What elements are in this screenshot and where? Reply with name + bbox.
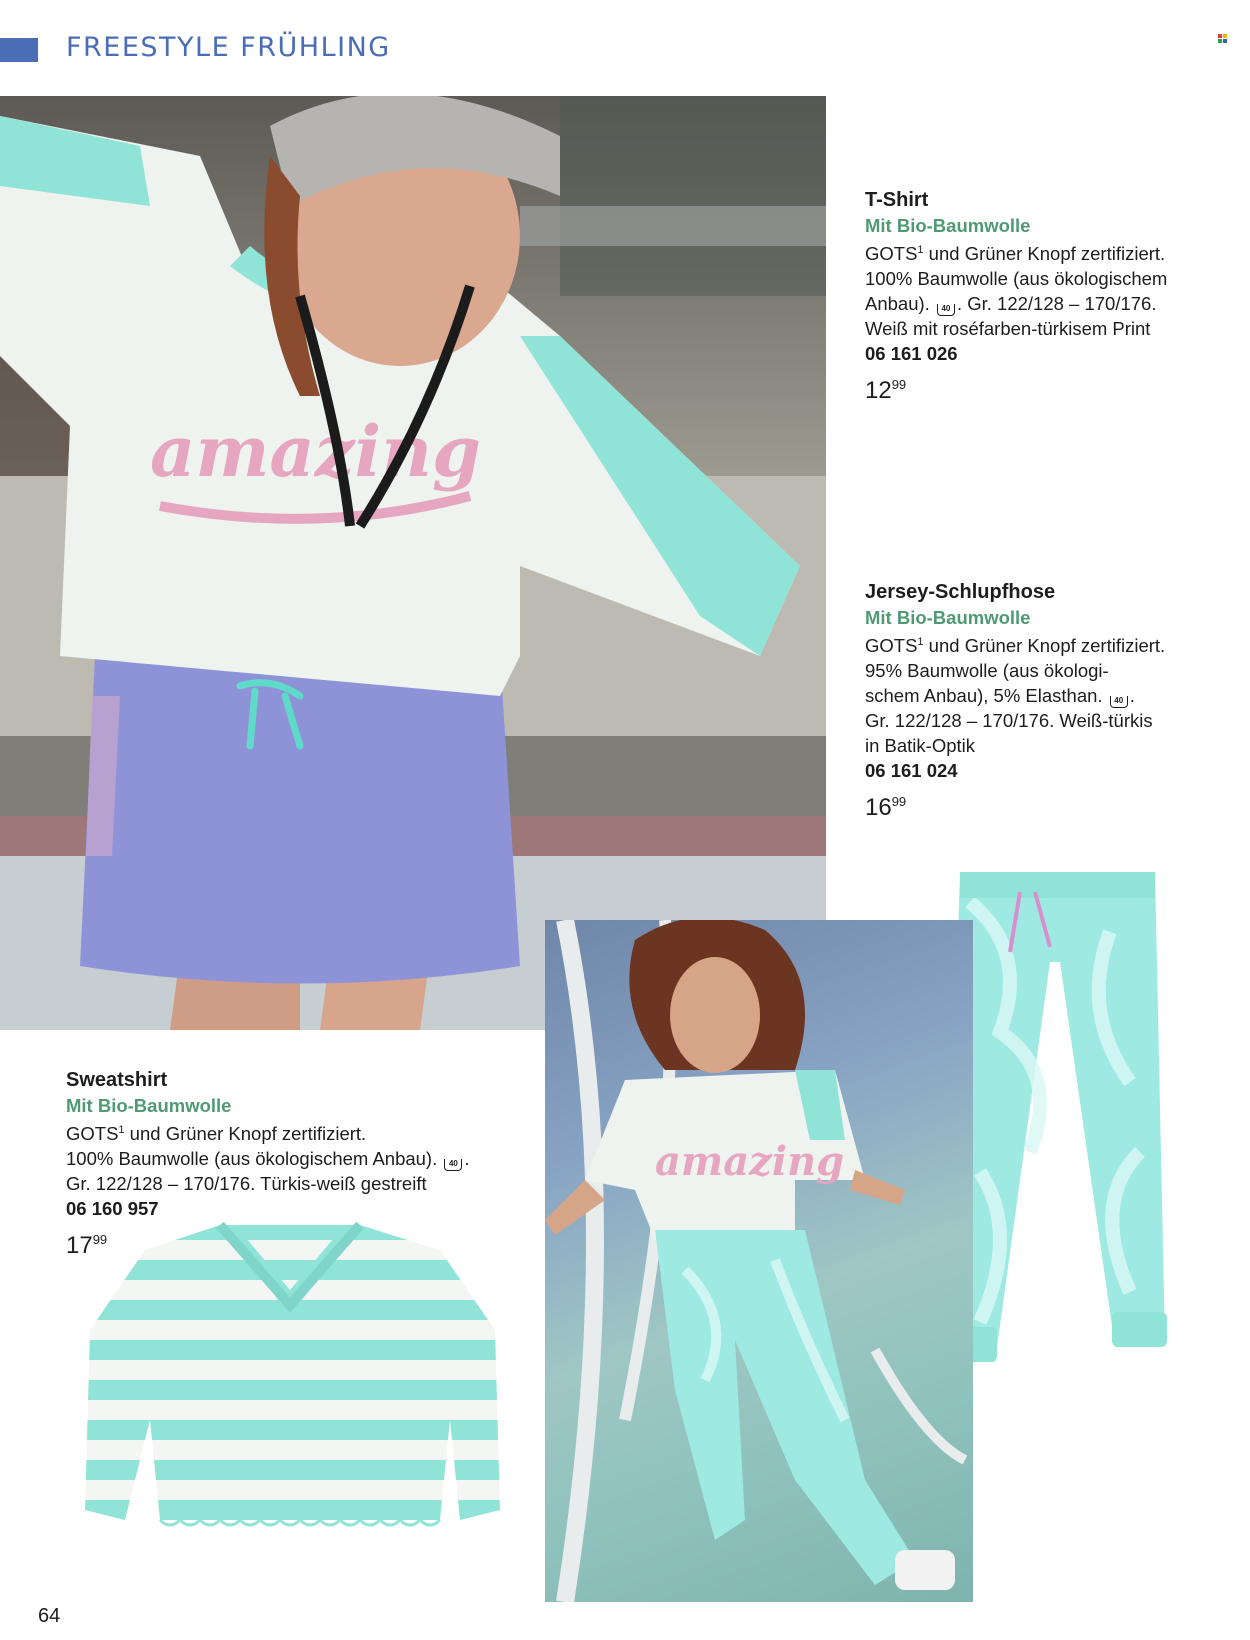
tshirt-description	[865, 188, 1245, 403]
sweatshirt-product-image	[70, 1220, 510, 1540]
pants-description	[865, 580, 1245, 820]
sitting-print-text: amazing	[655, 1138, 845, 1185]
pants-sizes: Gr. 122/128 – 170/176. Weiß-türkis	[865, 710, 1153, 732]
page-number: 64	[38, 1605, 61, 1627]
wash-40-icon: 40	[1110, 696, 1128, 708]
main-product-photo	[0, 96, 826, 1030]
sweatshirt-certification: GOTS$^1$ und Grüner Knopf zertifiziert.	[66, 1123, 367, 1145]
tshirt-material: 100% Baumwolle (aus ökologischem	[865, 268, 1168, 290]
pants-name: Jersey-Schlupfhose	[865, 581, 1056, 603]
tshirt-material-size: Anbau). 40 . Gr. 122/128 – 170/176.	[865, 293, 1157, 315]
sweatshirt-sizes: Gr. 122/128 – 170/176. Türkis-weiß gestreift	[66, 1173, 427, 1195]
pants-color: in Batik-Optik	[865, 735, 976, 757]
tshirt-subtitle: Mit Bio-Baumwolle	[865, 215, 1031, 236]
sweatshirt-article-number: 06 160 957	[66, 1198, 159, 1220]
pants-material: 95% Baumwolle (aus ökologi-	[865, 660, 1109, 682]
pants-material-2: schem Anbau), 5% Elasthan. 40 .	[865, 685, 1135, 707]
wash-40-icon: 40	[444, 1159, 462, 1171]
sweatshirt-price: $17^{99}$	[66, 1232, 108, 1260]
corner-logo-icon	[1218, 34, 1228, 44]
pants-article-number: 06 161 024	[865, 760, 958, 782]
sweatshirt-subtitle: Mit Bio-Baumwolle	[66, 1095, 232, 1116]
sitting-photo-illustration	[545, 920, 973, 1602]
wash-40-icon: 40	[937, 304, 955, 316]
sweatshirt-name: Sweatshirt	[66, 1069, 168, 1091]
pants-subtitle: Mit Bio-Baumwolle	[865, 607, 1031, 628]
tie-dye-pants-illustration	[940, 872, 1170, 1392]
pants-price: $16^{99}$	[865, 794, 907, 822]
main-photo-illustration	[0, 96, 826, 1030]
secondary-product-photo	[545, 920, 973, 1602]
header-accent-bar	[0, 38, 38, 62]
sweatshirt-material: 100% Baumwolle (aus ökologischem Anbau). 40 .	[66, 1148, 470, 1170]
tshirt-name: T-Shirt	[865, 189, 929, 211]
page-title: FREESTYLE FRÜHLING	[66, 32, 391, 63]
main-print-text: amazing	[150, 410, 481, 493]
tshirt-article-number: 06 161 026	[865, 343, 958, 365]
pants-product-image	[940, 872, 1170, 1392]
tshirt-color: Weiß mit roséfarben-türkisem Print	[865, 318, 1151, 340]
striped-sweatshirt-illustration	[70, 1220, 510, 1540]
pants-certification: GOTS$^1$ und Grüner Knopf zertifiziert.	[865, 635, 1166, 657]
tshirt-price: $12^{99}$	[865, 377, 907, 405]
tshirt-certification: GOTS$^1$ und Grüner Knopf zertifiziert.	[865, 243, 1166, 265]
